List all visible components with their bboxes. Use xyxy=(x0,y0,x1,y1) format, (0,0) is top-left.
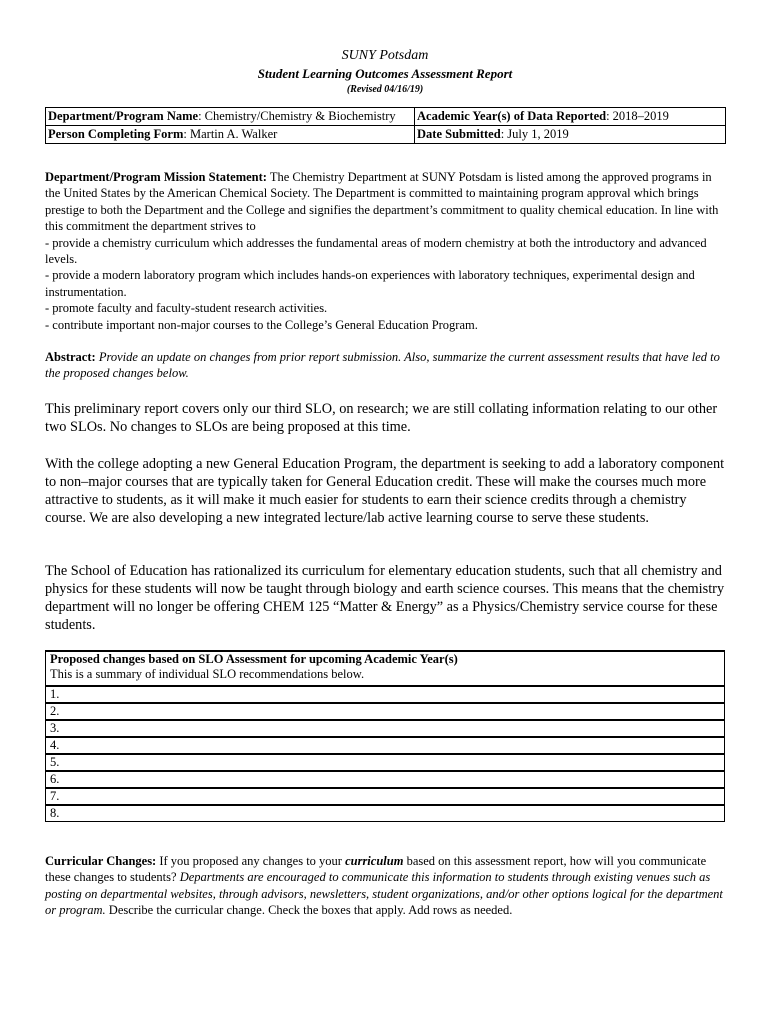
paragraph-slo-report: This preliminary report covers only our third SLO, on research; we are still collating information relating to our other two SLOs. No changes to SLOs are being proposed at this time. xyxy=(45,401,718,435)
proposed-changes-heading: Proposed changes based on SLO Assessment for upcoming Academic Year(s) xyxy=(50,652,458,666)
table-row[interactable]: 7. xyxy=(46,788,725,805)
abstract-label: Abstract: xyxy=(45,350,96,364)
revision-date: (Revised 04/16/19) xyxy=(346,84,424,95)
report-title: Student Learning Outcomes Assessment Report xyxy=(257,66,513,81)
mission-bullet: - contribute important non-major courses to the College’s General Education Program. xyxy=(45,317,478,332)
paragraph-school-of-education: The School of Education has rationalized its curriculum for elementary education students, such that all chemistry and physics for these students will now be taught through biology and earth science courses. This means that the chemistry department will no longer be offering CHEM 125 “Matter & Energy” as a Physics/Chemistry service course for these students. xyxy=(45,563,725,633)
proposed-changes-header xyxy=(46,651,725,686)
academic-year-value: : 2018–2019 xyxy=(606,109,669,123)
proposed-changes-table xyxy=(45,650,725,822)
department-cell xyxy=(46,108,415,126)
abstract-section xyxy=(45,349,729,382)
mission-text: The Chemistry Department at SUNY Potsdam is listed among the approved programs in the United States by the American Chemical Society. The Department is committed to maintaining program approval which brings prestige to both the Department and the College and signifies the department’s commitment to quality chemical education. In line with this commitment the department strives to xyxy=(45,170,719,234)
proposed-changes-subheading: This is a summary of individual SLO recommendations below. xyxy=(50,667,365,681)
department-label: Department/Program Name xyxy=(48,109,199,123)
mission-bullet: - provide a chemistry curriculum which addresses the fundamental areas of modern chemistry at both the introductory and advanced levels. xyxy=(45,235,707,267)
institution-name: SUNY Potsdam xyxy=(341,48,429,63)
date-submitted-label: Date Submitted xyxy=(417,127,501,141)
table-row[interactable]: 3. xyxy=(46,720,725,737)
mission-bullet: - promote faculty and faculty-student research activities. xyxy=(45,301,328,316)
table-row[interactable]: 5. xyxy=(46,754,725,771)
abstract-instruction: Provide an update on changes from prior report submission. Also, summarize the current assessment results that have led to the proposed changes below. xyxy=(45,350,720,381)
mission-statement xyxy=(45,169,729,333)
table-row[interactable]: 1. xyxy=(46,686,725,703)
program-info-table xyxy=(45,107,726,144)
table-row[interactable]: 8. xyxy=(46,805,725,822)
table-row[interactable]: 6. xyxy=(46,771,725,788)
date-submitted-value: : July 1, 2019 xyxy=(500,127,569,141)
table-row[interactable]: 4. xyxy=(46,737,725,754)
person-cell xyxy=(46,126,415,144)
curriculum-emphasis: curriculum xyxy=(345,854,404,868)
department-value: : Chemistry/Chemistry & Biochemistry xyxy=(198,109,396,123)
curricular-text-2: based on this assessment report, how will you communicate these changes to students? xyxy=(45,854,707,885)
date-submitted-cell xyxy=(415,126,726,144)
curricular-changes-section xyxy=(45,853,729,919)
curricular-text-3: Describe the curricular change. Check the boxes that apply. Add rows as needed. xyxy=(105,903,513,918)
mission-label: Department/Program Mission Statement: xyxy=(45,170,267,184)
mission-bullet: - provide a modern laboratory program which includes hands-on experiences with laboratory techniques, experimental design and instrumentation. xyxy=(45,268,695,299)
table-row[interactable]: 2. xyxy=(46,703,725,720)
person-label: Person Completing Form xyxy=(48,127,184,141)
paragraph-gen-ed: With the college adopting a new General Education Program, the department is seeking to add a laboratory component to non–major courses that are typically taken for General Education credit. These will make the courses much more attractive to students, as it will make it much easier for students to earn their science credits through a chemistry course. We are also developing a new integrated lecture/lab active learning course to serve these students. xyxy=(45,456,725,526)
person-value: : Martin A. Walker xyxy=(183,127,278,141)
academic-year-label: Academic Year(s) of Data Reported xyxy=(417,109,607,123)
curricular-guidance: Departments are encouraged to communicate this information to students through existing venues such as posting on departmental websites, through advisors, newsletters, student organizations, and/or other options logical for the department or program. xyxy=(45,870,723,918)
curricular-changes-label: Curricular Changes: xyxy=(45,854,157,868)
academic-year-cell xyxy=(415,108,726,126)
curricular-text-1: If you proposed any changes to your xyxy=(156,854,346,868)
